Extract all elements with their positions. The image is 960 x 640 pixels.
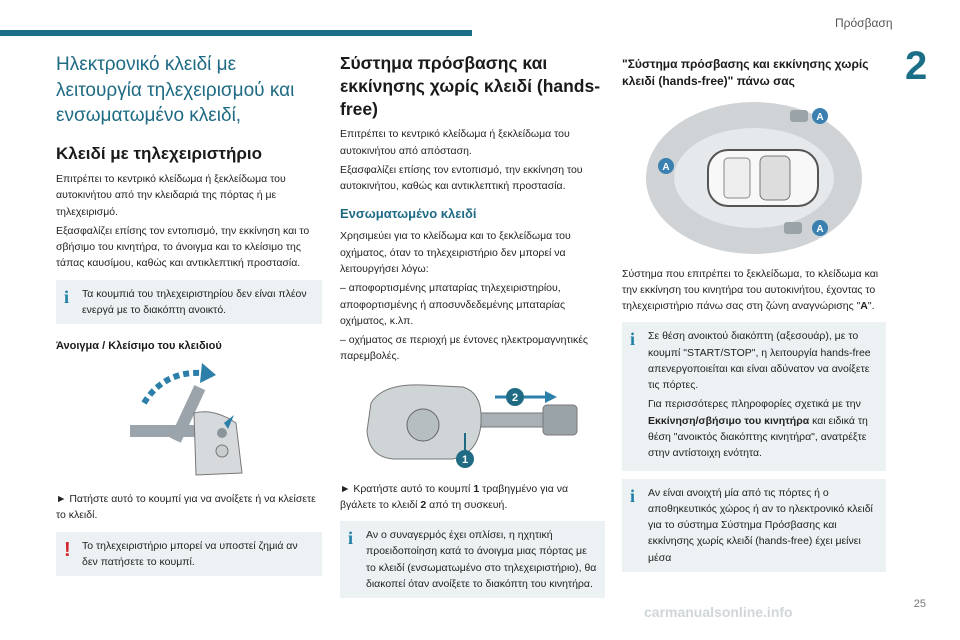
warning-text: Το τηλεχειριστήριο μπορεί να υποστεί ζημιά αν δεν πατήσετε το κουμπί. bbox=[82, 539, 298, 568]
top-accent-bar bbox=[0, 30, 472, 36]
para-text: ". bbox=[867, 300, 875, 313]
key-fold-illustration bbox=[56, 363, 322, 483]
list-item: – αποφορτισμένης μπαταρίας τηλεχειριστηρίου, αποφορτισμένης ή αποσυνδεδεμένης μπαταρίας οχήματος, κ.λπ. bbox=[340, 282, 566, 327]
hands-free-heading: Σύστημα πρόσβασης και εκκίνησης χωρίς κλειδί (hands-free) bbox=[340, 53, 601, 119]
paragraph: Εξασφαλίζει επίσης τον εντοπισμό, την εκκίνηση και το σβήσιμο του κινητήρα, το άνοιγμα και το κλείσιμο της τάπας καυσίμου, καθώς και αντικλεπτική προστασία. bbox=[56, 224, 310, 270]
callout-2: 2 bbox=[511, 391, 518, 404]
info-note bbox=[340, 521, 605, 598]
step-instruction bbox=[56, 491, 322, 524]
zone-label-a: A bbox=[816, 111, 824, 123]
note-text: Τα κουμπιά του τηλεχειριστηρίου δεν είναι πλέον ενεργά με το διακόπτη ανοικτό. bbox=[82, 287, 307, 316]
zone-label-a: A bbox=[662, 161, 670, 173]
arrow-right-icon: ► bbox=[56, 493, 67, 506]
note-text-part: Για περισσότερες πληροφορίες σχετικά με την bbox=[648, 398, 861, 411]
arrow-right-icon: ► bbox=[340, 482, 351, 495]
note-text: Αν ο συναγερμός έχει οπλίσει, η ηχητική προειδοποίηση κατά το άνοιγμα μιας πόρτας με το κλειδί (ενσωματωμένο στο τηλεχειριστήριο), θα διακοπεί όταν ανοίξετε το διακόπτη του κινητήρα. bbox=[366, 529, 597, 590]
note-text: Σε θέση ανοικτού διακόπτη (αξεσουάρ), με το κουμπί "START/STOP", η λειτουργία hands-free απενεργοποιείται και είναι αδύνατον να ανοίξετε τις πόρτες. bbox=[648, 330, 871, 392]
integrated-key-heading: Ενσωματωμένο κλειδί bbox=[340, 206, 477, 222]
info-icon: i bbox=[348, 528, 354, 549]
info-note bbox=[622, 479, 886, 572]
info-icon: i bbox=[64, 286, 70, 307]
column-3 bbox=[622, 52, 886, 580]
info-icon: i bbox=[630, 329, 636, 350]
remote-key-heading: Κλειδί με τηλεχειριστήριο bbox=[56, 143, 263, 163]
chapter-number: 2 bbox=[905, 44, 928, 88]
column-2 bbox=[340, 52, 605, 606]
hands-free-on-you-heading: "Σύστημα πρόσβασης και εκκίνησης χωρίς κλειδί (hands-free)" πάνω σας bbox=[622, 57, 869, 88]
list-item: – οχήματος σε περιοχή με έντονες ηλεκτρομαγνητικές παρεμβολές. bbox=[340, 334, 588, 363]
note-text: Αν είναι ανοιχτή μία από τις πόρτες ή ο αποθηκευτικός χώρος ή αν το ηλεκτρονικό κλειδί για το σύστημα Σύστημα Πρόσβασης και εκκίνησης χωρίς κλειδί (hands-free) έχει μείνει μέσα bbox=[648, 486, 873, 564]
step-instruction bbox=[340, 481, 605, 514]
callout-1: 1 bbox=[461, 453, 468, 466]
step-text: από τη συσκευή. bbox=[426, 498, 508, 511]
step-text: Πατήστε αυτό το κουμπί για να ανοίξετε ή να κλείσετε το κλειδί. bbox=[56, 493, 316, 522]
paragraph: Χρησιμεύει για το κλείδωμα και το ξεκλείδωμα του οχήματος, όταν το τηλεχειριστήριο δεν μπορεί να λειτουργήσει λόγω: bbox=[340, 230, 571, 275]
info-icon: i bbox=[630, 485, 636, 506]
paragraph bbox=[622, 266, 886, 315]
note-text bbox=[648, 396, 878, 461]
column-1 bbox=[56, 52, 322, 584]
key-extraction-illustration bbox=[340, 373, 605, 473]
step-bold-1: 1 bbox=[473, 482, 480, 495]
note-bold: Εκκίνηση/σβήσιμο του κινητήρα bbox=[648, 414, 810, 427]
paragraph: Επιτρέπει το κεντρικό κλείδωμα ή ξεκλείδωμα του αυτοκινήτου από την κλειδαριά της πόρτας ή με τηλεχειρισμό. bbox=[56, 173, 286, 218]
note-text-part: και ειδικά τη θέση "ανοικτός διακόπτης κινητήρα", ανατρέξτε στην αντίστοιχη ενότητα. bbox=[648, 414, 868, 460]
info-note bbox=[622, 322, 886, 470]
section-title: Πρόσβαση bbox=[835, 16, 893, 30]
step-bold-2: 2 bbox=[420, 498, 427, 511]
key-open-close-heading: Άνοιγμα / Κλείσιμο του κλειδιού bbox=[56, 340, 222, 353]
zone-label-a: A bbox=[816, 223, 824, 235]
step-text: Κρατήστε αυτό το κουμπί bbox=[353, 482, 474, 495]
warning-icon: ! bbox=[64, 538, 71, 561]
warning-note bbox=[56, 532, 322, 577]
light-heading: Ηλεκτρονικό κλειδί με λειτουργία τηλεχειρισμού και ενσωματωμένο κλειδί, bbox=[56, 54, 295, 127]
page-number: 25 bbox=[913, 598, 926, 610]
paragraph: Επιτρέπει το κεντρικό κλείδωμα ή ξεκλείδωμα του αυτοκινήτου από απόσταση. bbox=[340, 128, 570, 157]
para-bold: A bbox=[860, 300, 868, 313]
recognition-zone-illustration bbox=[622, 98, 886, 258]
watermark: carmanualsonline.info bbox=[644, 604, 793, 620]
paragraph: Εξασφαλίζει επίσης τον εντοπισμό, την εκκίνηση του αυτοκινήτου, καθώς και αντικλεπτική προστασία. bbox=[340, 163, 583, 193]
para-text: Σύστημα που επιτρέπει το ξεκλείδωμα, το κλείδωμα και την εκκίνηση του κινητήρα του αυτοκινήτου, έχοντας το τηλεχειριστήριο πάνω σας στη ζώνη αναγνώρισης " bbox=[622, 267, 879, 313]
step-text: τραβηγμένο για να βγάλετε το κλειδί bbox=[340, 482, 569, 511]
info-note bbox=[56, 280, 322, 325]
